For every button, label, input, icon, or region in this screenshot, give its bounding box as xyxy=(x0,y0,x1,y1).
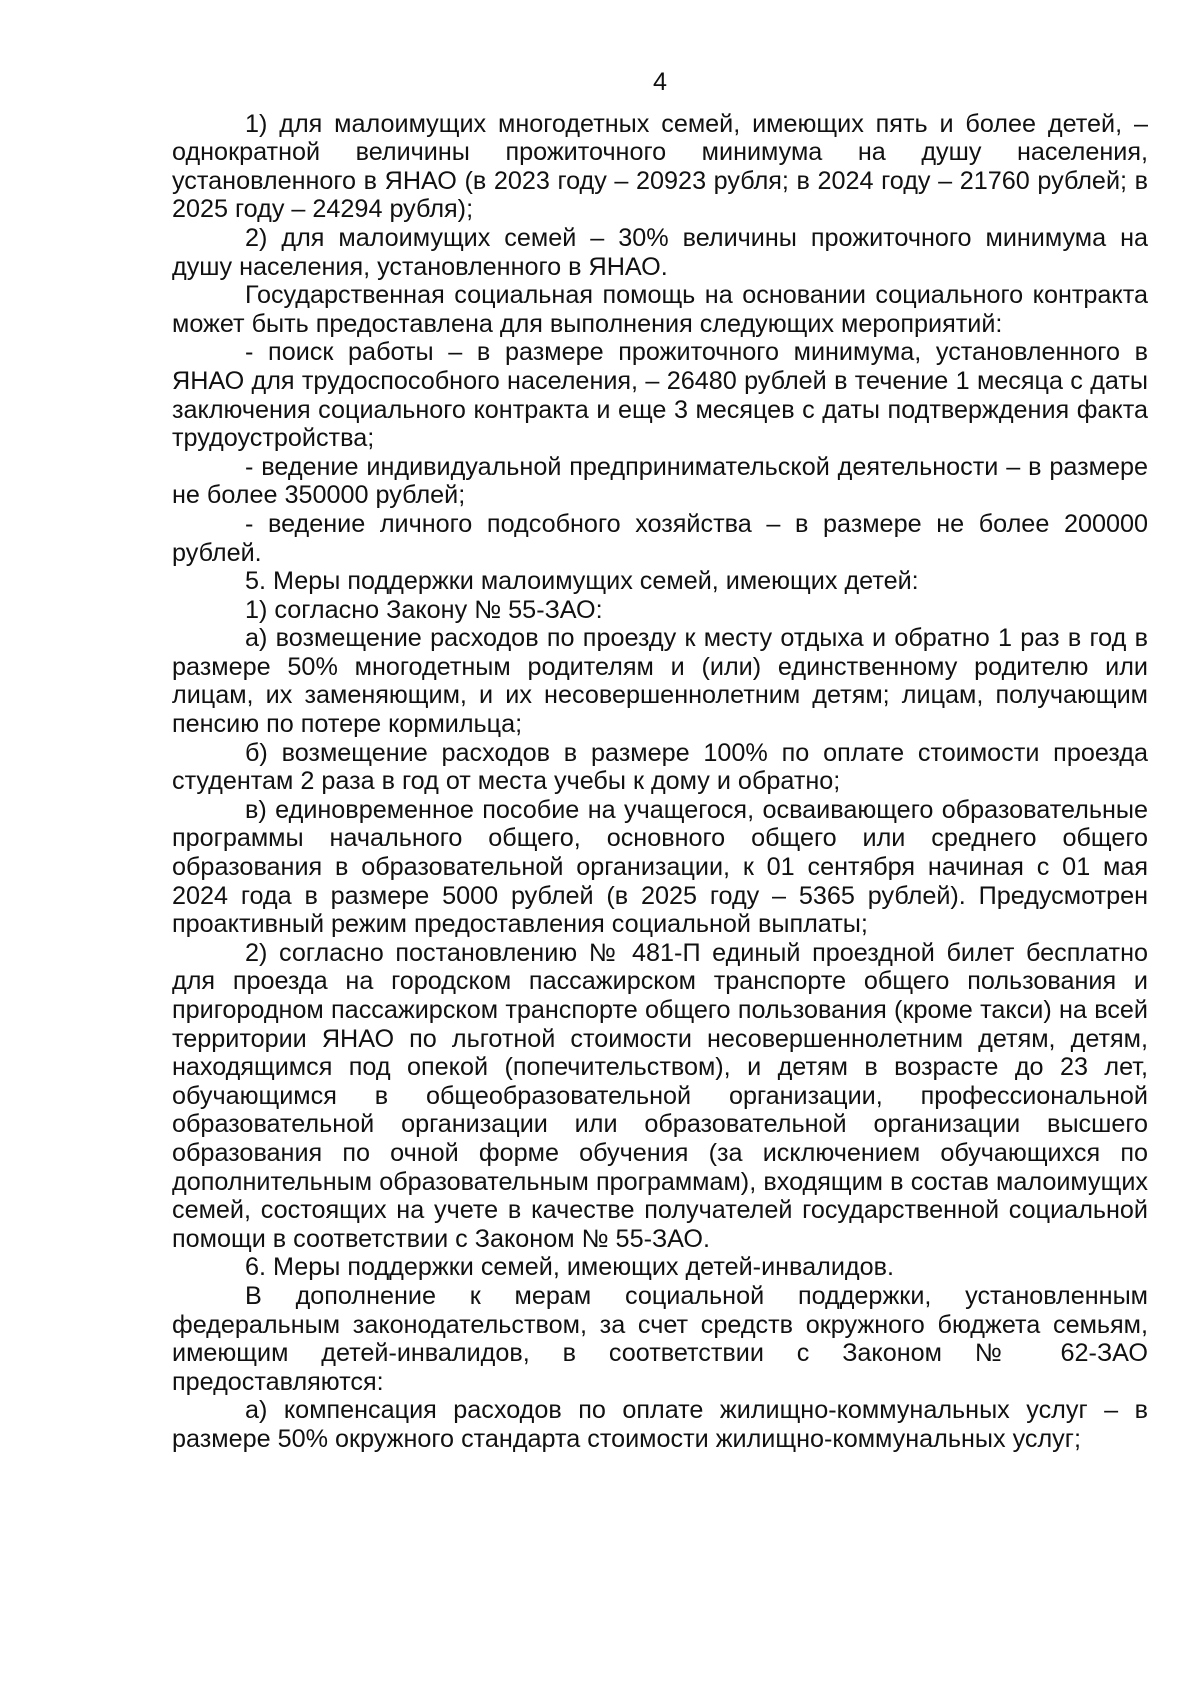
paragraph-utility-compensation: а) компенсация расходов по оплате жилищно-коммунальных услуг – в размере 50% окружного стандарта стоимости жилищно-коммунальных услуг; xyxy=(172,1396,1148,1453)
section-heading-6: 6. Меры поддержки семей, имеющих детей-инвалидов. xyxy=(245,1253,895,1282)
section-heading-5: 5. Меры поддержки малоимущих семей, имеющих детей: xyxy=(245,567,919,596)
page-number: 4 xyxy=(652,68,667,96)
paragraph-disabled-children-support: В дополнение к мерам социальной поддержки, установленным федеральным законодательством, за счет средств окружного бюджета семьям, имеющим детей-инвалидов, в соответствии с Законом № 62-ЗАО предоставляются: xyxy=(172,1281,1148,1396)
paragraph-travel-reimbursement: а) возмещение расходов по проезду к месту отдыха и обратно 1 раз в год в размере 50% многодетным родителям и (или) единственному родителю или лицам, их заменяющим, и их несовершеннолетним детям; лицам, получающим пенсию по потере кормильца; xyxy=(172,624,1148,739)
paragraph-student-travel: б) возмещение расходов в размере 100% по оплате стоимости проезда студентам 2 раза в год от места учебы к дому и обратно; xyxy=(172,738,1148,796)
document-page xyxy=(172,68,1148,1454)
paragraph-social-contract: Государственная социальная помощь на основании социального контракта может быть предоставлена для выполнения следующих мероприятий: xyxy=(172,281,1148,338)
paragraph-school-allowance: в) единовременное пособие на учащегося, осваивающего образовательные программы начального общего, основного общего или среднего общего образования в образовательной организации, к 01 сентября начиная с 01 мая 2024 года в размере 5000 рублей (в 2025 году – 5365 рублей). Предусмотрен проактивный режим предоставления социальной выплаты; xyxy=(172,795,1148,939)
paragraph-law-55: 1) согласно Закону № 55-ЗАО: xyxy=(245,595,603,624)
paragraph-job-search: - поиск работы – в размере прожиточного минимума, установленного в ЯНАО для трудоспособного населения, – 26480 рублей в течение 1 месяца с даты заключения социального контракта и еще 3 месяцев с даты подтверждения факта трудоустройства; xyxy=(172,338,1148,453)
paragraph-large-families: 1) для малоимущих многодетных семей, имеющих пять и более детей, – однократной величины прожиточного минимума на душу населения, установленного в ЯНАО (в 2023 году – 20923 рубля; в 2024 году – 21760 рублей; в 2025 году – 24294 рубля); xyxy=(172,109,1148,224)
paragraph-transport-pass: 2) согласно постановлению № 481-П единый проездной билет бесплатно для проезда на городском пассажирском транспорте общего пользования и пригородном пассажирском транспорте общего пользования (кроме такси) на всей территории ЯНАО по льготной стоимости несовершеннолетним детям, детям, находящимся под опекой (попечительством), и детям в возрасте до 23 лет, обучающимся в общеобразовательной организации, профессиональной образовательной организации или образовательной организации высшего образования по очной форме обучения (за исключением обучающихся по дополнительным образовательным программам), входящим в состав малоимущих семей, состоящих на учете в качестве получателей государственной социальной помощи в соответствии с Законом № 55-ЗАО. xyxy=(172,938,1148,1253)
paragraph-entrepreneurship: - ведение индивидуальной предпринимательской деятельности – в размере не более 350000 рублей; xyxy=(172,452,1148,510)
paragraph-household-farming: - ведение личного подсобного хозяйства – в размере не более 200000 рублей. xyxy=(172,509,1148,567)
paragraph-low-income-families: 2) для малоимущих семей – 30% величины прожиточного минимума на душу населения, установленного в ЯНАО. xyxy=(172,223,1148,281)
